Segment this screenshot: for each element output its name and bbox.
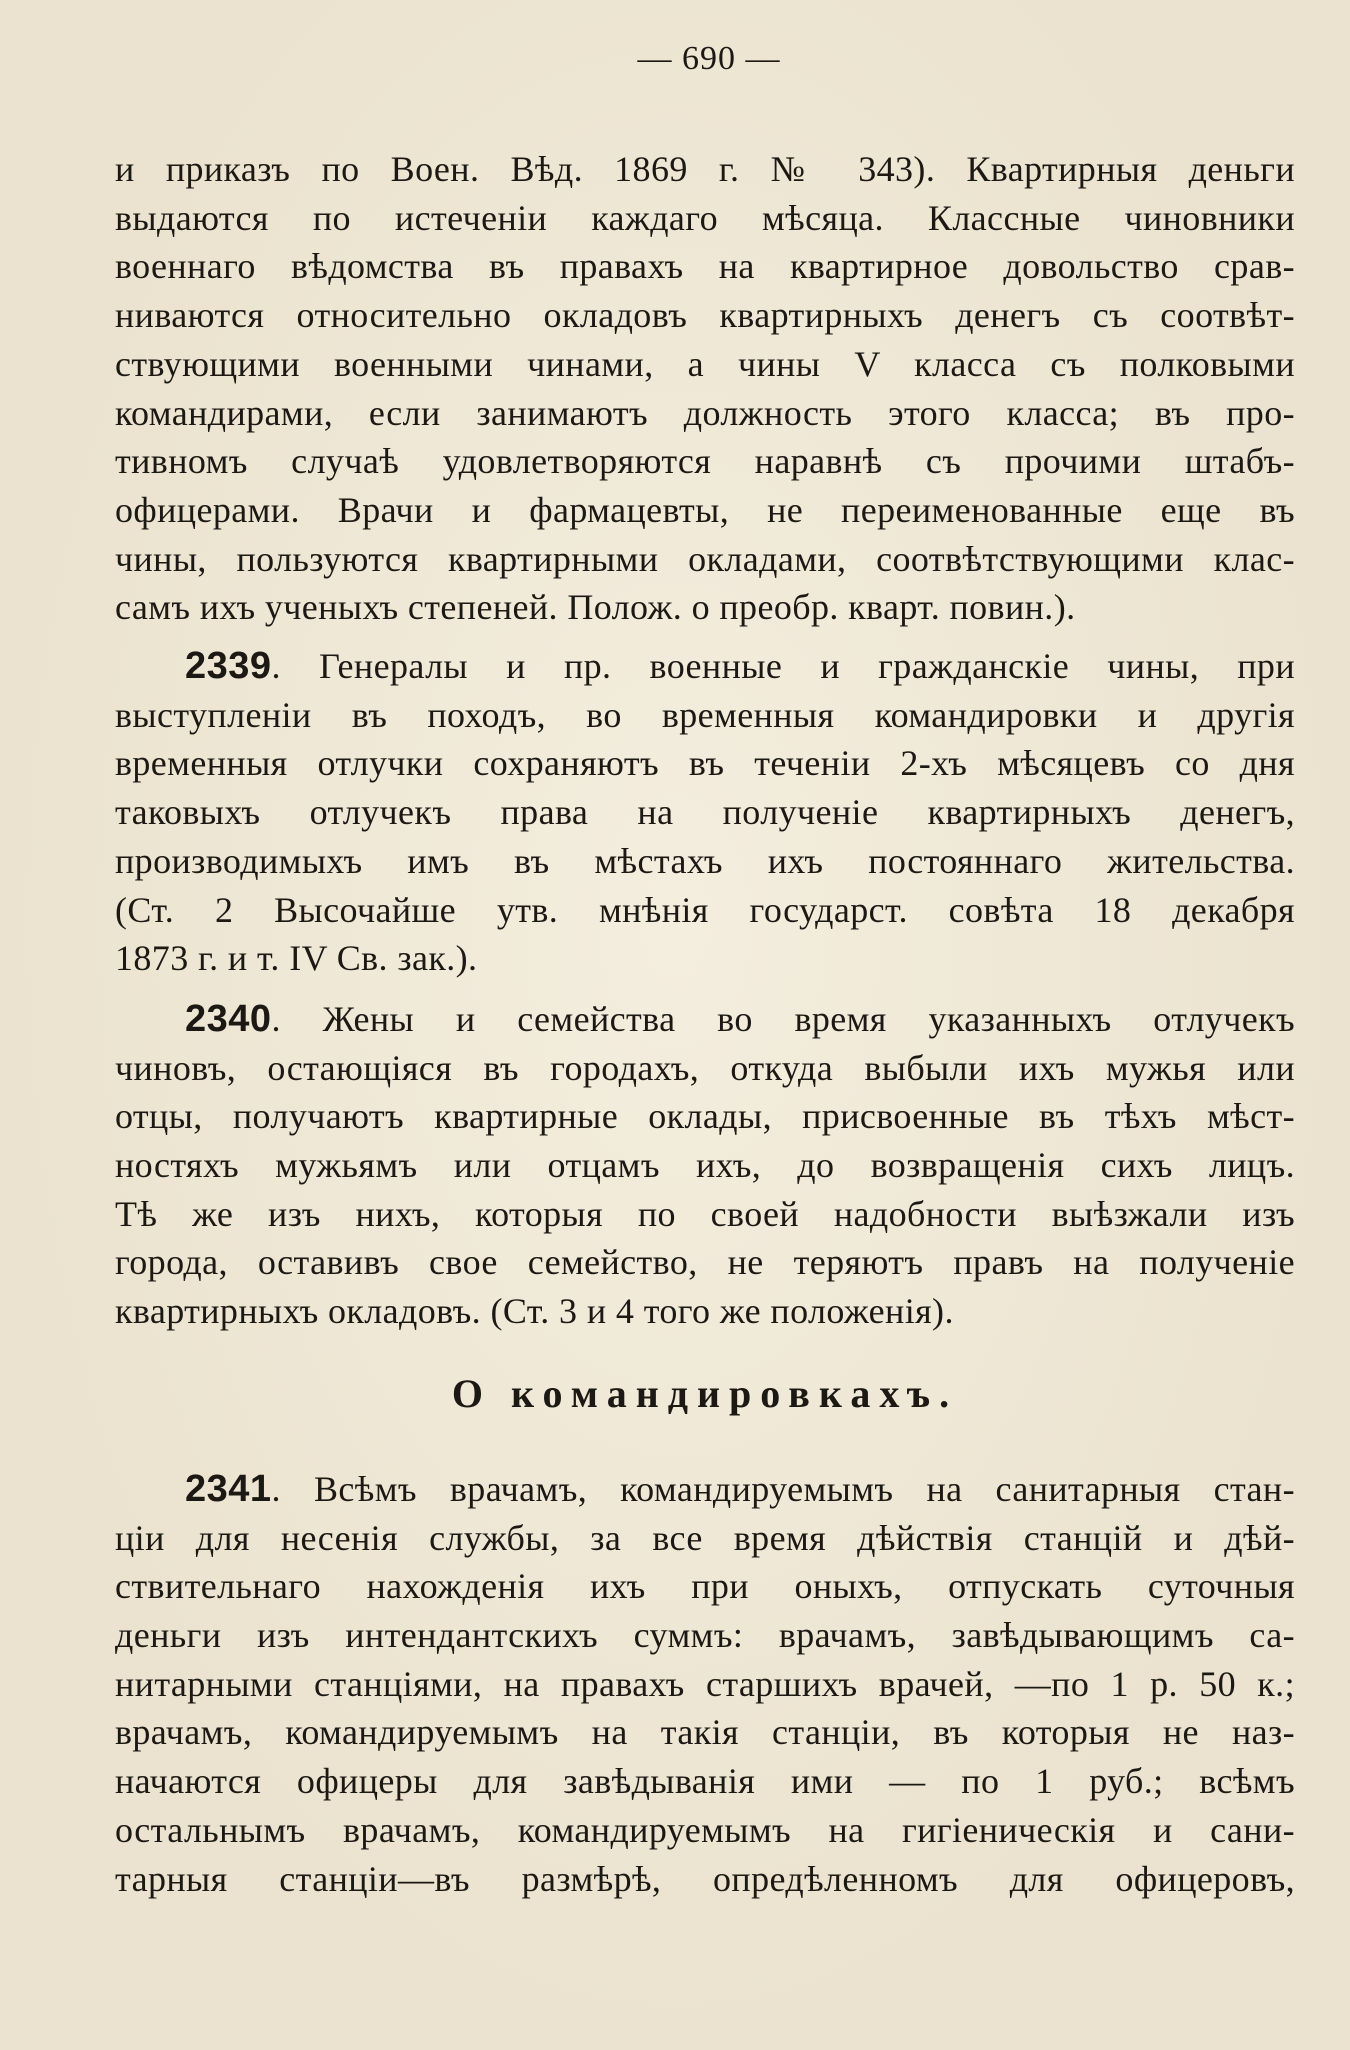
text-line: (Ст. 2 Высочайше утв. мнѣнія государст. совѣта 18 декабря xyxy=(115,889,1295,930)
text-line: производимыхъ имъ въ мѣстахъ ихъ постояннаго жительства. xyxy=(115,840,1295,881)
article-number: 2340 xyxy=(185,997,272,1040)
paragraph-2340 xyxy=(115,995,1295,1336)
paragraph-continuation xyxy=(115,145,1295,632)
text-line: ціи для несенія службы, за все время дѣйствія станцій и дѣй- xyxy=(115,1517,1295,1558)
text-line: таковыхъ отлучекъ права на полученіе квартирныхъ денегъ, xyxy=(115,792,1295,833)
text-line: военнаго вѣдомства въ правахъ на квартирное довольство срав- xyxy=(115,246,1295,287)
text-line: выдаются по истеченіи каждаго мѣсяца. Классные чиновники xyxy=(115,197,1295,238)
text-line: тивномъ случаѣ удовлетворяются наравнѣ съ прочими штабъ- xyxy=(115,441,1295,482)
text-line: . Генералы и пр. военные и гражданскіе чины, при xyxy=(271,646,1295,687)
text-line: чины, пользуются квартирными окладами, соотвѣтствующими клас- xyxy=(115,538,1295,579)
text-line: ниваются относительно окладовъ квартирныхъ денегъ съ соотвѣт- xyxy=(115,295,1295,336)
page-number: — 690 — xyxy=(637,40,781,77)
text-line: начаются офицеры для завѣдыванія ими — по 1 руб.; всѣмъ xyxy=(115,1761,1295,1802)
text-line: командирами, если занимаютъ должность этого класса; въ про- xyxy=(115,392,1295,433)
text-line: самъ ихъ ученыхъ степеней. Полож. о преобр. кварт. повин.). xyxy=(115,587,1076,628)
page-content xyxy=(115,145,1295,1903)
text-line: тарныя станціи—въ размѣрѣ, опредѣленномъ для офицеровъ, xyxy=(115,1858,1295,1899)
paragraph-2341 xyxy=(115,1465,1295,1903)
text-line: нитарными станціями, на правахъ старшихъ врачей, —по 1 р. 50 к.; xyxy=(115,1663,1295,1704)
text-line: офицерами. Врачи и фармацевты, не переименованные еще въ xyxy=(115,489,1295,530)
text-line: квартирныхъ окладовъ. (Ст. 3 и 4 того же положенія). xyxy=(115,1291,954,1332)
text-line: выступленіи въ походъ, во временныя командировки и другія xyxy=(115,694,1295,735)
article-number: 2341 xyxy=(185,1467,272,1510)
paragraph-2339 xyxy=(115,642,1295,983)
text-line: . Всѣмъ врачамъ, командируемымъ на санитарныя стан- xyxy=(271,1468,1295,1509)
text-line: врачамъ, командируемымъ на такія станціи, въ которыя не наз- xyxy=(115,1712,1295,1753)
text-line: 1873 г. и т. IV Св. зак.). xyxy=(115,938,478,979)
text-line: города, оставивъ свое семейство, не теряютъ правъ на полученіе xyxy=(115,1242,1295,1283)
section-heading: О командировкахъ. xyxy=(451,1370,959,1416)
text-line: остальнымъ врачамъ, командируемымъ на гигіеническія и сани- xyxy=(115,1809,1295,1850)
text-line: и приказъ по Воен. Вѣд. 1869 г. № 343). Квартирныя деньги xyxy=(115,149,1295,189)
text-line: чиновъ, остающіяся въ городахъ, откуда выбыли ихъ мужья или xyxy=(115,1047,1295,1088)
text-line: ствующими военными чинами, а чины V класса съ полковыми xyxy=(115,343,1295,384)
text-line-first xyxy=(115,995,1295,1044)
text-line: Тѣ же изъ нихъ, которыя по своей надобности выѣзжали изъ xyxy=(115,1193,1295,1234)
text-line: ностяхъ мужьямъ или отцамъ ихъ, до возвращенія сихъ лицъ. xyxy=(115,1145,1295,1186)
article-number: 2339 xyxy=(185,645,272,688)
text-line: . Жены и семейства во время указанныхъ отлучекъ xyxy=(271,998,1295,1039)
text-line: временныя отлучки сохраняютъ въ теченіи 2-хъ мѣсяцевъ со дня xyxy=(115,743,1295,784)
text-line-first xyxy=(115,1465,1295,1514)
text-line: отцы, получаютъ квартирные оклады, присвоенные въ тѣхъ мѣст- xyxy=(115,1096,1295,1137)
text-line-first xyxy=(115,642,1295,691)
text-line: ствительнаго нахожденія ихъ при оныхъ, отпускать суточныя xyxy=(115,1566,1295,1607)
text-line: деньги изъ интендантскихъ суммъ: врачамъ, завѣдывающимъ са- xyxy=(115,1614,1295,1655)
